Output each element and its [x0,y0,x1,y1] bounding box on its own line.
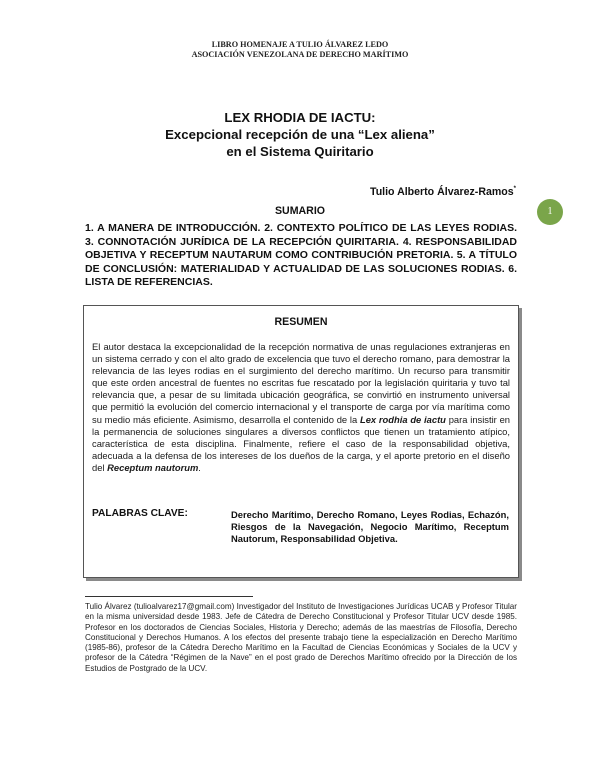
keywords-text: Derecho Marítimo, Derecho Romano, Leyes Rodias, Echazón, Riesgos de la Navegación, Negocio Marítimo, Receptum Nautorum, Responsabilidad Objetiva. [231,509,509,545]
resumen-emphasis-lex-rhodia: Lex rodhia de iactu [359,413,446,425]
page-number-badge: 1 [537,199,563,225]
author-name: Tulio Alberto Álvarez-Ramos [370,186,514,198]
footnote-divider [85,596,253,597]
resumen-heading: RESUMEN [274,316,328,328]
sumario-text: 1. A MANERA DE INTRODUCCIÓN. 2. CONTEXTO POLÍTICO DE LAS LEYES RODIAS. 3. CONNOTACIÓN JURÍDICA DE LA RECEPCIÓN QUIRITARIA. 4. RESPONSABILIDAD OBJETIVA Y RECEPTUM NAUTARUM COMO CONTRIBUCIÓN PRETORIA. 5. A TÍTULO DE CONCLUSIÓN: MATERIALIDAD Y ACTUALIDAD DE LAS SOLUCIONES RODIAS. 6. LISTA DE REFERENCIAS. [85,222,517,289]
keywords-label: PALABRAS CLAVE: [92,508,188,519]
title-line-2: Excepcional recepción de una “Lex aliena” [165,127,435,142]
header-association: ASOCIACIÓN VENEZOLANA DE DERECHO MARÍTIMO [191,50,409,59]
article-title [0,109,600,160]
sumario-heading: SUMARIO [274,205,326,217]
resumen-box [83,305,519,578]
header-book-title: LIBRO HOMENAJE A TULIO ÁLVAREZ LEDO [211,40,389,49]
resumen-part-2: para insistir en la permanencia de soluciones singulares a diversos conflictos que tienen un tratamiento atípico, característica de esta disciplina. Finalmente, refiere el caso de la responsabilidad objetiva, adecuada a la defensa de los intereses de los dueños de la carga, y el aporte pretorio en el diseño del [92,413,510,473]
author-footnote: Tulio Álvarez (tulioalvarez17@gmail.com) Investigador del Instituto de Investigaciones Jurídicas UCAB y Profesor Titular en la misma universidad desde 1983. Jefe de Cátedra de Derecho Constitucional y Profesor Titular UCV desde 1985. Profesor en los doctorados de Ciencias Sociales, Historia y Derecho; además de las maestrías de Filosofía, Derecho Constitucional y Derechos Humanos. A los efectos del presente trabajo tiene la especialización en Derecho Marítimo (1985-86), profesor de la Cátedra Derecho Marítimo en la Facultad de Ciencias Económicas y Sociales de la UCV y profesor de la Cátedra “Régimen de la Nave” en el post grado de Derechos Marítimo ofrecido por la Dirección de los Estudios de Postgrado de la UCV. [85,602,517,673]
title-line-3: en el Sistema Quiritario [226,144,374,159]
resumen-part-3: . [198,461,201,473]
running-header [0,40,600,60]
resumen-part-1: El autor destaca la excepcionalidad de la recepción normativa de unas regulaciones extranjeras en un sistema cerrado y con el alto grado de excelencia que tuvo el derecho romano, para demostrar la relevancia de las leyes rodias en el surgimiento del derecho marítimo. Un recurso para transmitir que este orden ancestral de fuentes no escritas fue rescatado por la legislación quiritaria y tuvo tal relevancia que, a pesar de su limitada ubicación geográfica, se convirtió en instrumento universal que permitió la evolución del comercio internacional y el transporte de carga por vía marítima como su medio más eficiente. Asimismo, desarrolla el contenido de la [92,341,510,425]
author-footnote-mark: * [513,186,516,192]
title-line-1: LEX RHODIA DE IACTU: [224,110,376,125]
resumen-emphasis-receptum: Receptum nautorum [107,461,199,473]
author-line [370,186,516,198]
resumen-body [92,341,510,474]
